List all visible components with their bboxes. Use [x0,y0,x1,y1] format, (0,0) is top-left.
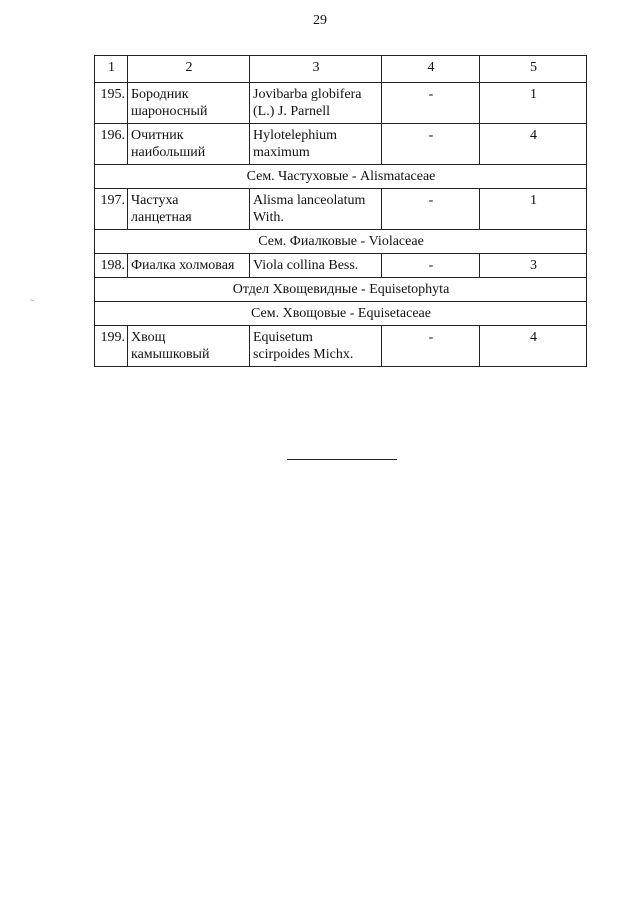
latin-name-line: scirpoides Michx. [253,347,354,362]
latin-name [250,83,382,124]
column-5-value: 3 [480,254,587,278]
section-title: Отдел Хвощевидные - Equisetophyta [95,278,587,302]
russian-name-line: Очитник [131,128,184,143]
column-5-value: 4 [480,124,587,165]
latin-name [250,254,382,278]
latin-name-line: (L.) J. Parnell [253,104,330,119]
russian-name-line: Частуха [131,193,179,208]
section-title: Сем. Частуховые - Alismataceae [95,165,587,189]
russian-name-line: ланцетная [131,210,192,225]
column-4-value: - [382,124,480,165]
russian-name-line: Хвощ [131,330,166,345]
latin-name [250,326,382,367]
russian-name-line: шароносный [131,104,208,119]
column-4-value: - [382,189,480,230]
russian-name [128,254,250,278]
margin-mark: ~ [30,296,35,305]
latin-name-line: With. [253,210,284,225]
latin-name-line: Alisma lanceolatum [253,193,366,208]
header-cell-1: 1 [95,56,128,83]
page-number: 29 [313,13,327,28]
column-5-value: 1 [480,83,587,124]
table-row [95,83,587,124]
section-title: Сем. Фиалковые - Violaceae [95,230,587,254]
column-4-value: - [382,83,480,124]
footer-rule [287,459,397,460]
section-row [95,278,587,302]
russian-name [128,83,250,124]
latin-name-line: Jovibarba globifera [253,87,362,102]
russian-name [128,189,250,230]
table-header-row [95,56,587,83]
russian-name-line: камышковый [131,347,210,362]
table-row [95,124,587,165]
russian-name [128,326,250,367]
section-title: Сем. Хвощовые - Equisetaceae [95,302,587,326]
row-number: 196. [95,124,128,165]
latin-name-line: Hylotelephium [253,128,337,143]
latin-name-line: maximum [253,145,310,160]
table-row [95,254,587,278]
latin-name [250,124,382,165]
section-row [95,165,587,189]
column-5-value: 1 [480,189,587,230]
header-cell-5: 5 [480,56,587,83]
latin-name [250,189,382,230]
latin-name-line: Viola collina Bess. [253,258,359,273]
header-cell-2: 2 [128,56,250,83]
column-4-value: - [382,326,480,367]
russian-name-line: Фиалка холмовая [131,258,235,273]
russian-name [128,124,250,165]
row-number: 199. [95,326,128,367]
species-table [94,55,587,367]
table-row [95,326,587,367]
latin-name-line: Equisetum [253,330,313,345]
section-row [95,230,587,254]
table-row [95,189,587,230]
row-number: 195. [95,83,128,124]
column-4-value: - [382,254,480,278]
section-row [95,302,587,326]
header-cell-4: 4 [382,56,480,83]
table-body [95,56,587,367]
column-5-value: 4 [480,326,587,367]
header-cell-3: 3 [250,56,382,83]
russian-name-line: Бородник [131,87,189,102]
row-number: 197. [95,189,128,230]
russian-name-line: наибольший [131,145,206,160]
row-number: 198. [95,254,128,278]
